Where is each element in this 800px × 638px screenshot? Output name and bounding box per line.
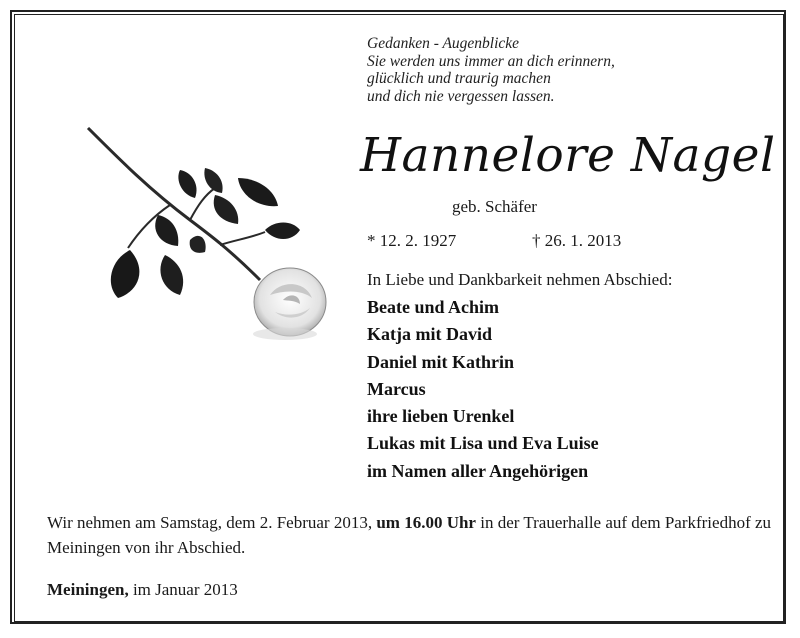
mourner-item: Lukas mit Lisa und Eva Luise xyxy=(367,433,599,454)
poem-line: Sie werden uns immer an dich erinnern, xyxy=(367,52,615,70)
mourner-item: Marcus xyxy=(367,378,426,399)
service-notice xyxy=(47,510,772,560)
service-text-before: Wir nehmen am Samstag, dem 2. Februar 2013, xyxy=(47,513,373,532)
maiden-name: geb. Schäfer xyxy=(452,197,537,216)
mourner-item: ihre lieben Urenkel xyxy=(367,406,515,427)
mourners-list xyxy=(367,294,599,485)
place-name: Meiningen, xyxy=(47,580,129,599)
mourner-item: Beate und Achim xyxy=(367,297,500,317)
place-date xyxy=(47,580,238,600)
rose-icon xyxy=(80,120,350,350)
deceased-name: Hannelore Nagel xyxy=(360,128,776,183)
poem xyxy=(367,35,615,105)
mourner-item: im Namen aller Angehörigen xyxy=(367,460,589,481)
death-date: † 26. 1. 2013 xyxy=(532,231,622,250)
date-text: im Januar 2013 xyxy=(132,580,238,599)
service-text-after: in der Trauerhalle auf dem Parkfriedhof zu Meiningen von ihr Abschied. xyxy=(47,513,772,557)
poem-line: und dich nie vergessen lassen. xyxy=(367,87,555,105)
poem-line: glücklich und traurig machen xyxy=(367,70,551,87)
service-time: um 16.00 Uhr xyxy=(376,513,476,532)
poem-line: Gedanken - Augenblicke xyxy=(367,35,520,52)
farewell-intro: In Liebe und Dankbarkeit nehmen Abschied: xyxy=(367,270,673,289)
mourner-item: Katja mit David xyxy=(367,324,492,345)
birth-date: * 12. 2. 1927 xyxy=(367,231,457,250)
mourner-item: Daniel mit Kathrin xyxy=(367,351,514,372)
